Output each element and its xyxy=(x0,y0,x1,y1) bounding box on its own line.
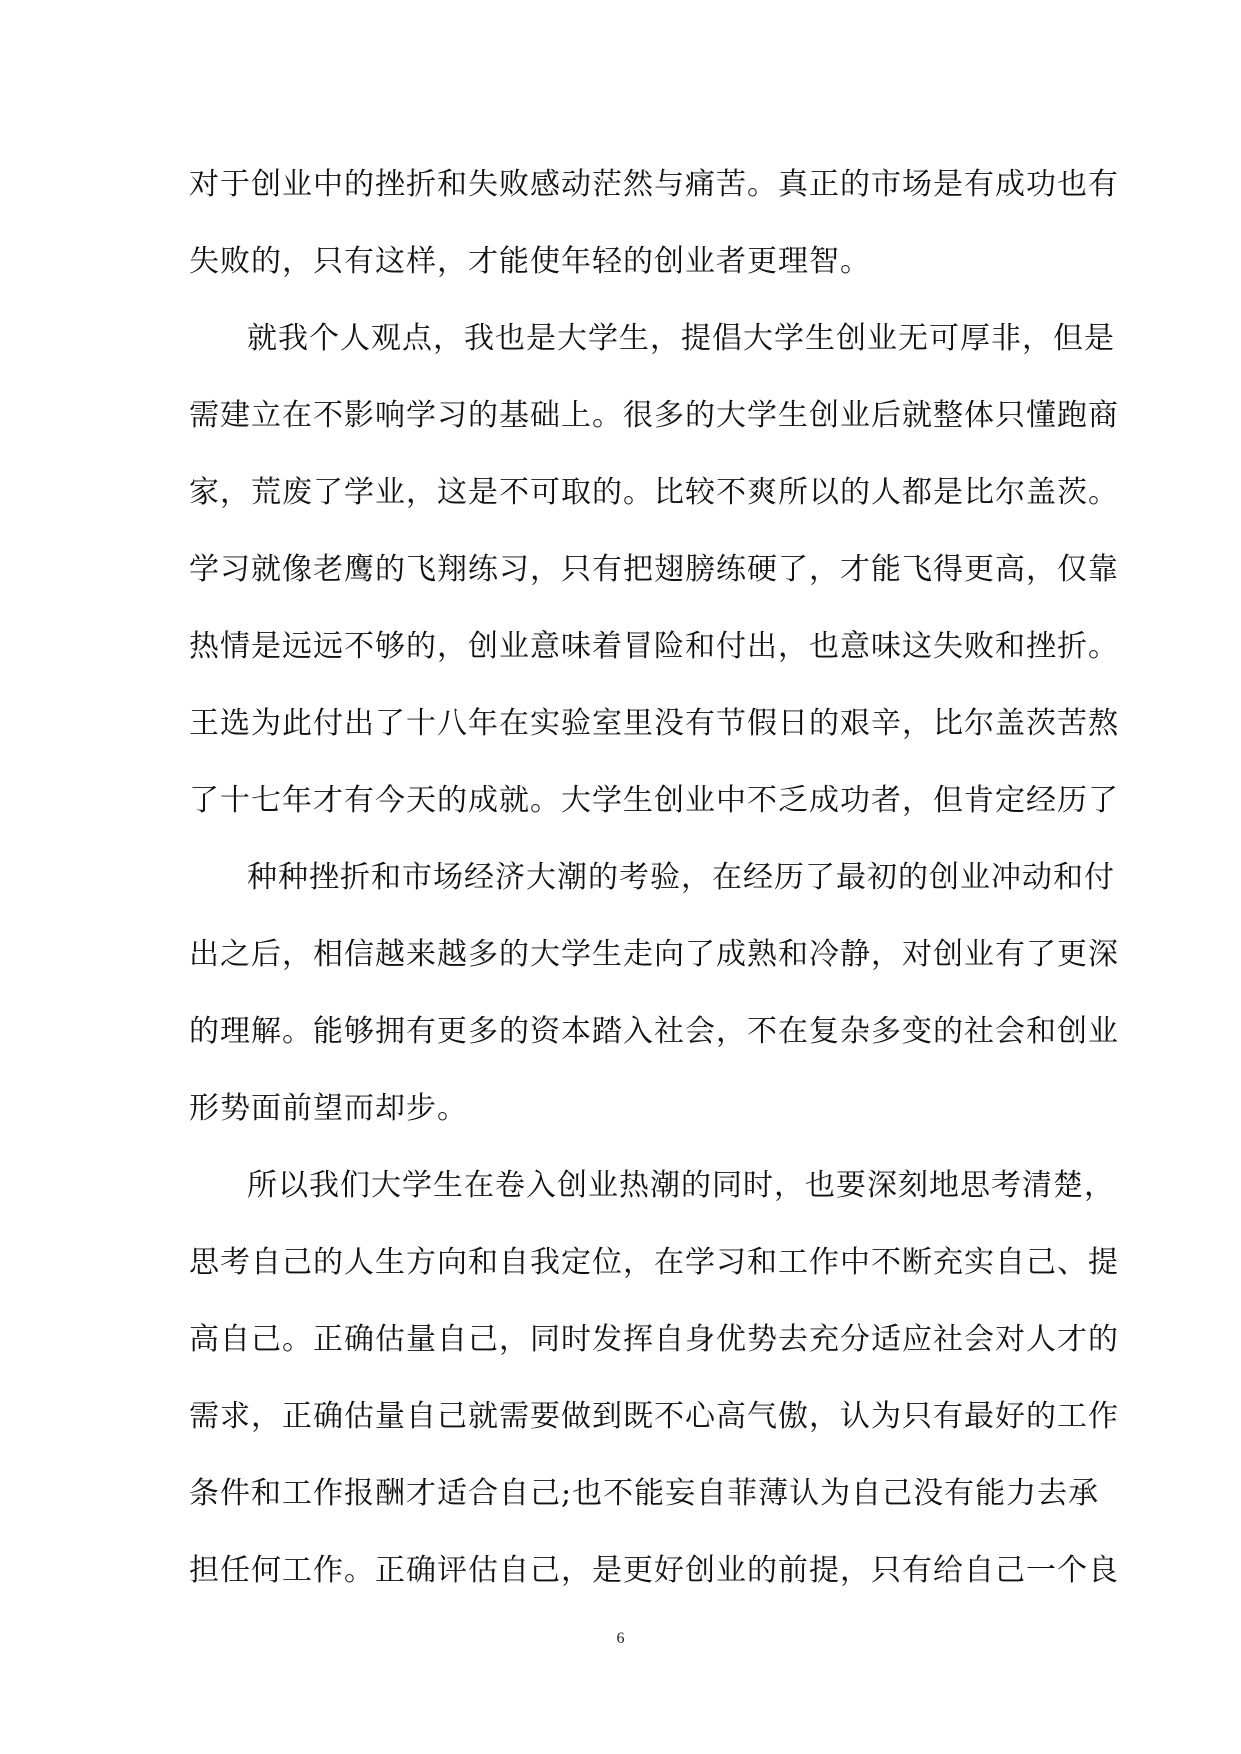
text-line: 担任何工作。正确评估自己，是更好创业的前提，只有给自己一个良 xyxy=(189,1553,1119,1588)
text-line: 的理解。能够拥有更多的资本踏入社会，不在复杂多变的社会和创业 xyxy=(189,1014,1119,1049)
text-line: 热情是远远不够的，创业意味着冒险和付出，也意味这失败和挫折。 xyxy=(189,629,1119,664)
text-line: 就我个人观点，我也是大学生，提倡大学生创业无可厚非，但是 xyxy=(247,321,1115,356)
body-text xyxy=(189,146,1119,1609)
page-number: 6 xyxy=(616,1630,625,1647)
text-line: 高自己。正确估量自己，同时发挥自身优势去充分适应社会对人才的 xyxy=(189,1322,1119,1357)
text-line: 思考自己的人生方向和自我定位，在学习和工作中不断充实自己、提 xyxy=(189,1245,1119,1280)
text-line: 出之后，相信越来越多的大学生走向了成熟和冷静，对创业有了更深 xyxy=(189,937,1119,972)
text-line: 所以我们大学生在卷入创业热潮的同时，也要深刻地思考清楚， xyxy=(247,1168,1115,1203)
text-line: 家，荒废了学业，这是不可取的。比较不爽所以的人都是比尔盖茨。 xyxy=(189,475,1119,510)
text-line: 失败的，只有这样，才能使年轻的创业者更理智。 xyxy=(189,244,871,279)
text-line: 形势面前望而却步。 xyxy=(189,1091,468,1126)
text-line: 了十七年才有今天的成就。大学生创业中不乏成功者，但肯定经历了 xyxy=(189,783,1119,818)
text-line: 需求，正确估量自己就需要做到既不心高气傲，认为只有最好的工作 xyxy=(189,1399,1119,1434)
text-line: 学习就像老鹰的飞翔练习，只有把翅膀练硬了，才能飞得更高，仅靠 xyxy=(189,552,1119,587)
text-line: 条件和工作报酬才适合自己;也不能妄自菲薄认为自己没有能力去承 xyxy=(189,1476,1100,1511)
text-line: 王选为此付出了十八年在实验室里没有节假日的艰辛，比尔盖茨苦熬 xyxy=(189,706,1119,741)
text-line: 对于创业中的挫折和失败感动茫然与痛苦。真正的市场是有成功也有 xyxy=(189,167,1119,202)
text-line: 需建立在不影响学习的基础上。很多的大学生创业后就整体只懂跑商 xyxy=(189,398,1119,433)
text-line: 种种挫折和市场经济大潮的考验，在经历了最初的创业冲动和付 xyxy=(247,860,1115,895)
